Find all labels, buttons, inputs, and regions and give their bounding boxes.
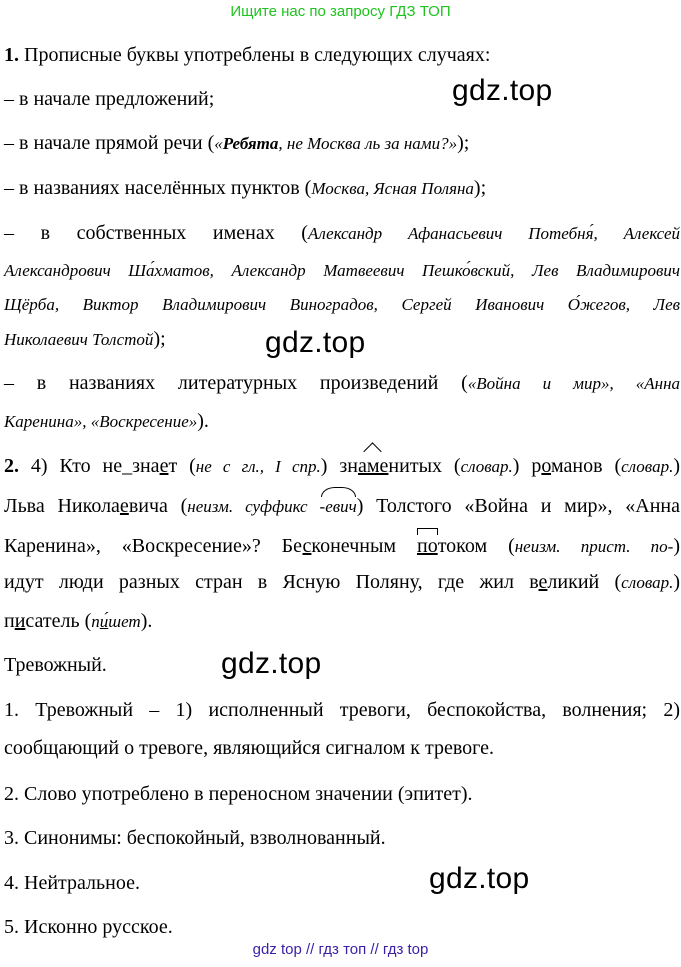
task1-number: 1. bbox=[4, 44, 19, 66]
watermark: gdz.top bbox=[429, 862, 530, 895]
task2-line: идут люди разных стран в Ясную Поляну, где жил великий (словар.) bbox=[4, 571, 681, 593]
watermark: gdz.top bbox=[452, 74, 553, 107]
word-point: 4. Нейтральное. bbox=[4, 872, 140, 894]
word-point: 2. Слово употреблено в переносном значении (эпитет). bbox=[4, 783, 473, 805]
watermark: gdz.top bbox=[221, 647, 322, 680]
task1-line: – в начале предложений; bbox=[4, 88, 215, 110]
task2-line: Каренина», «Воскресение»? Бесконечным потоком (неизм. прист. по-) bbox=[4, 535, 680, 557]
task1-line: Александрович Ша́хматов, Александр Матвеевич Пешко́вский, Лев Владимирович bbox=[4, 261, 680, 280]
word-point: 3. Синонимы: беспокойный, взволнованный. bbox=[4, 827, 386, 849]
task2-number: 2. bbox=[4, 455, 19, 477]
top-banner: Ищите нас по запросу ГДЗ ТОП bbox=[230, 3, 451, 20]
task1-line: Каренина», «Воскресение»). bbox=[4, 410, 209, 432]
task2-line: писатель (пи́шет). bbox=[4, 610, 153, 632]
task2-line: Льва Николаевича (неизм. суффикс -евич) Толстого «Война и мир», «Анна bbox=[4, 495, 680, 517]
task1-line: – в названиях населённых пунктов (Москва, Ясная Поляна); bbox=[4, 177, 487, 199]
bottom-banner: gdz top // гдз топ // гдз top bbox=[252, 941, 429, 958]
task1-line: Щёрба, Виктор Владимирович Виноградов, Сергей Иванович О́жегов, Лев bbox=[4, 295, 680, 314]
task2-line: 2. 4) Кто не_знает (не с гл., I спр.) знаменитых (словар.) романов (словар.) bbox=[4, 455, 680, 477]
task1-line: Николаевич Толстой); bbox=[4, 328, 166, 350]
word-point: 5. Исконно русское. bbox=[4, 916, 173, 938]
word-meaning-line: 1. Тревожный – 1) исполненный тревоги, беспокойства, волнения; 2) bbox=[4, 699, 680, 721]
suffix-mark: -евич bbox=[320, 495, 357, 519]
task1-intro: 1. Прописные буквы употреблены в следующих случаях: bbox=[4, 44, 491, 66]
task1-line: – в собственных именах (Александр Афанасьевич Потебня́, Алексей bbox=[4, 222, 681, 244]
word-title: Тревожный. bbox=[4, 654, 107, 676]
task1-line: – в названиях литературных произведений («Война и мир», «Анна bbox=[4, 372, 681, 394]
prefix-mark: по bbox=[416, 535, 438, 557]
root-mark: аме bbox=[358, 455, 389, 477]
word-meaning-line: сообщающий о тревоге, являющийся сигналом к тревоге. bbox=[4, 737, 494, 759]
watermark: gdz.top bbox=[265, 326, 366, 359]
task1-line: – в начале прямой речи («Ребята, не Москва ль за нами?»); bbox=[4, 132, 470, 154]
